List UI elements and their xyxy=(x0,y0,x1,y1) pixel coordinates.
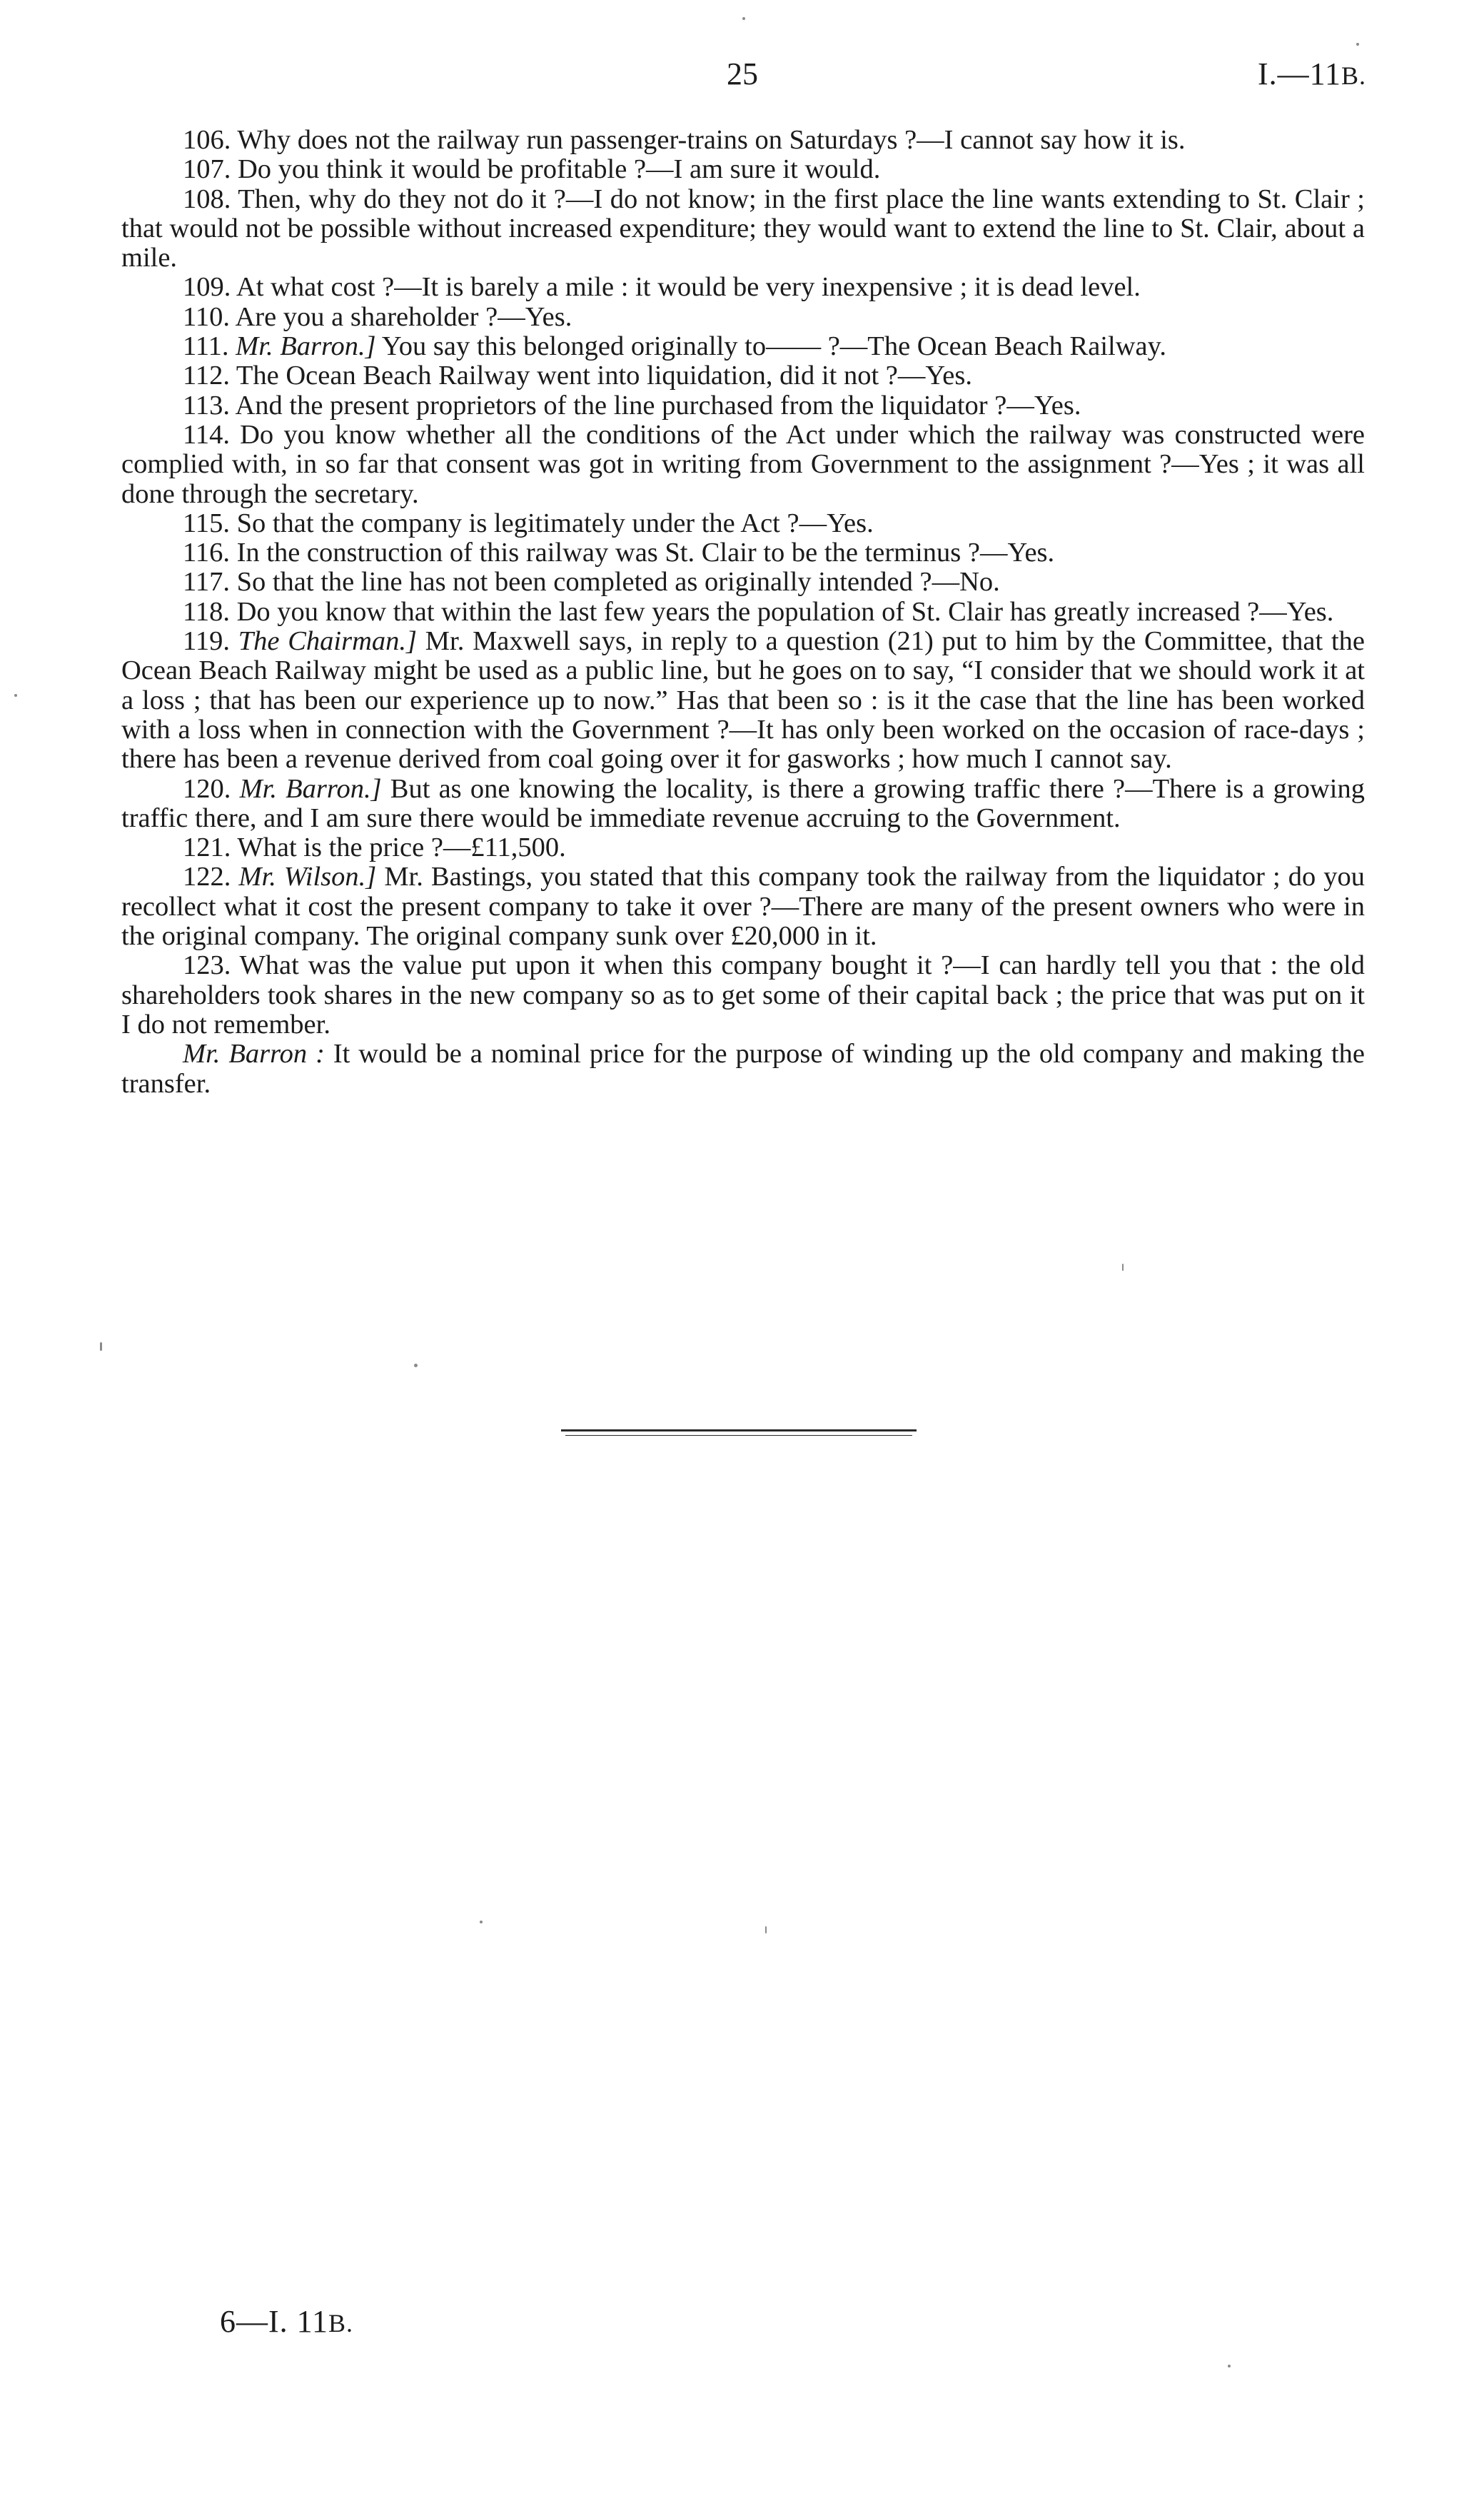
scan-speck xyxy=(1356,43,1359,46)
paragraph-text: At what cost ?—It is barely a mile : it would be very inexpensive ; it is dead level. xyxy=(236,272,1141,303)
scan-speck xyxy=(414,1364,418,1367)
paragraph-number: 116. xyxy=(183,538,230,568)
paragraph-text: So that the line has not been completed as originally intended ?—No. xyxy=(236,567,1000,598)
paragraph-text: Then, why do they not do it ?—I do not know; in the first place the line wants extending to St. Clair ; that would not be possible without increased expenditure; they would want to extend the line to St. Clair, about a mile. xyxy=(121,183,1365,273)
scan-speck xyxy=(14,694,17,697)
paragraph-text: Do you know that within the last few years the population of St. Clair has greatly increased ?—Yes. xyxy=(236,596,1334,627)
paragraph-number: 112. xyxy=(183,361,230,391)
speaker-label: Mr. Barron.] xyxy=(236,331,376,362)
paragraph-text: In the construction of this railway was St. Clair to be the terminus ?—Yes. xyxy=(236,538,1055,568)
paragraph-number: 121. xyxy=(183,832,231,863)
paragraph-number: 119. xyxy=(183,626,230,657)
paper-code-suffix: B. xyxy=(1341,61,1366,90)
speaker-label: Mr. Wilson.] xyxy=(238,862,377,892)
rule-thin-line xyxy=(565,1435,912,1436)
evidence-text xyxy=(121,126,1365,1099)
page-number: 25 xyxy=(727,56,758,91)
paragraph-barron-closing xyxy=(121,1040,1365,1099)
paragraph-number: 114. xyxy=(183,419,230,450)
paragraph-text: But as one knowing the locality, is there a growing traffic there ?—There is a growing traffic there, and I am sure there would be immediate revenue accruing to the Government. xyxy=(121,773,1365,833)
paragraph-number: 118. xyxy=(183,596,230,627)
paragraph-text: Do you know whether all the conditions of the Act under which the railway was constructed were complied with, in so far that consent was got in writing from Government to the assignment ?—Yes ; it was all done through the secretary. xyxy=(121,419,1365,509)
paragraph-number: 122. xyxy=(183,862,231,892)
paragraph-120 xyxy=(121,775,1365,834)
signature-suffix: B. xyxy=(328,2309,354,2338)
paragraph-number: 110. xyxy=(183,301,230,332)
paragraph-number: 107. xyxy=(183,154,231,185)
scan-speck xyxy=(1122,1264,1124,1271)
paragraph-number: 109. xyxy=(183,272,231,303)
paragraph-text: You say this belonged originally to—— ?—The Ocean Beach Railway. xyxy=(381,331,1166,362)
paragraph-text: And the present proprietors of the line purchased from the liquidator ?—Yes. xyxy=(235,390,1081,421)
printer-signature xyxy=(220,2303,353,2340)
paragraph-text: It would be a nominal price for the purpose of winding up the old company and making the transfer. xyxy=(121,1039,1366,1099)
paragraph-text: Why does not the railway run passenger-trains on Saturdays ?—I cannot say how it is. xyxy=(237,125,1186,155)
paragraph-111 xyxy=(121,332,1365,361)
paragraph-109 xyxy=(121,273,1365,302)
paragraph-number: 120. xyxy=(183,773,231,804)
paragraph-text: Mr. Maxwell says, in reply to a question (21) put to him by the Committee, that the Ocean Beach Railway might be used as a public line, but he goes on to say, “I consider that we should work it at a loss ; that has been our experience up to now.” Has that been so : is it the case that the line has been worked with a loss when in connection with the Government ?—It has only been worked on the occasion of race-days ; there has been a revenue derived from coal going over it for gasworks ; how much I cannot say. xyxy=(121,626,1365,775)
speaker-label: Mr. Barron.] xyxy=(239,773,382,804)
paragraph-number: 117. xyxy=(183,567,230,598)
speaker-label: The Chairman.] xyxy=(238,626,417,657)
paragraph-116 xyxy=(121,538,1365,568)
paragraph-text: Do you think it would be profitable ?—I am sure it would. xyxy=(238,154,881,185)
paragraph-text: Mr. Bastings, you stated that this company took the railway from the liquidator ; do you recollect what it cost the present company to take it over ?—There are many of the present owners who were in the original company. The original company sunk over £20,000 in it. xyxy=(121,862,1366,952)
scan-speck xyxy=(1228,2365,1231,2367)
paragraph-112 xyxy=(121,361,1365,391)
paragraph-text: Are you a shareholder ?—Yes. xyxy=(235,301,572,332)
paper-code xyxy=(1258,56,1366,92)
paragraph-106 xyxy=(121,126,1365,155)
scan-speck xyxy=(765,1926,767,1933)
paragraph-number: 111. xyxy=(183,331,229,362)
paper-code-prefix: I.—11 xyxy=(1257,56,1341,91)
scan-speck xyxy=(100,1342,102,1351)
section-end-rule xyxy=(561,1429,917,1436)
paragraph-number: 106. xyxy=(183,125,231,155)
paragraph-118 xyxy=(121,598,1365,627)
paragraph-text: The Ocean Beach Railway went into liquidation, did it not ?—Yes. xyxy=(236,361,973,391)
paragraph-number: 113. xyxy=(183,390,230,421)
paragraph-123 xyxy=(121,951,1365,1040)
scan-speck xyxy=(480,1921,483,1923)
paragraph-110 xyxy=(121,303,1365,332)
rule-thick-line xyxy=(561,1429,917,1431)
paragraph-119 xyxy=(121,627,1365,774)
speaker-label: Mr. Barron : xyxy=(183,1039,325,1070)
paragraph-113 xyxy=(121,391,1365,421)
paragraph-number: 108. xyxy=(183,183,231,214)
paragraph-107 xyxy=(121,155,1365,184)
paragraph-text: What was the value put upon it when this company bought it ?—I can hardly tell you that : the old shareholders took shares in the new company so as to get some of their capital back ; the price that was put on it I do not remember. xyxy=(121,950,1365,1040)
paragraph-number: 115. xyxy=(183,508,230,538)
paragraph-text: So that the company is legitimately under the Act ?—Yes. xyxy=(236,508,874,538)
paragraph-number: 123. xyxy=(183,950,231,981)
paragraph-text: What is the price ?—£11,500. xyxy=(237,832,566,863)
paragraph-108 xyxy=(121,185,1365,273)
paragraph-122 xyxy=(121,862,1365,951)
paragraph-121 xyxy=(121,833,1365,862)
paragraph-114 xyxy=(121,421,1365,509)
signature-prefix: 6—I. 11 xyxy=(220,2304,329,2339)
paragraph-115 xyxy=(121,509,1365,538)
paragraph-117 xyxy=(121,568,1365,597)
scan-speck xyxy=(742,17,745,20)
